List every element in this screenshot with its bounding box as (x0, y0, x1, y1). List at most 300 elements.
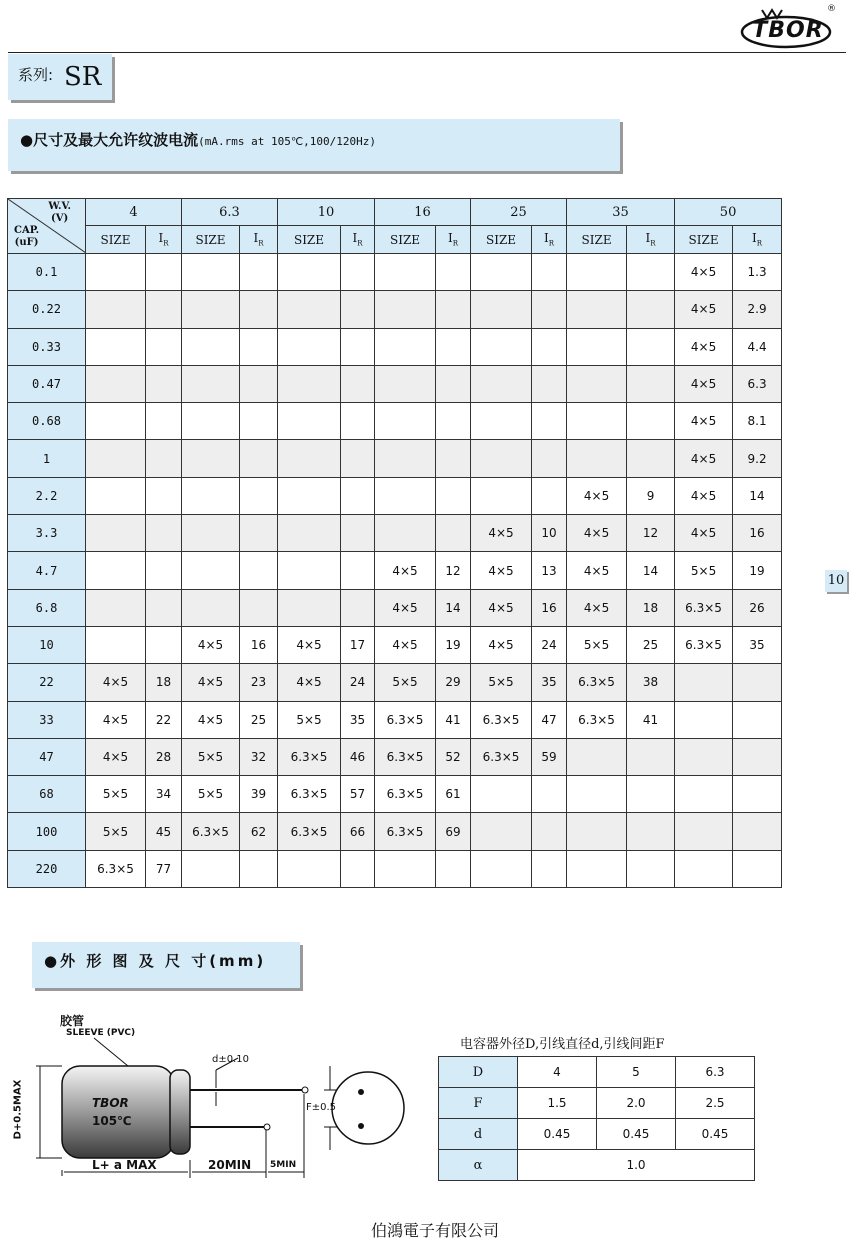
ripple-cell: 24 (532, 626, 567, 663)
dimension-row (439, 1057, 755, 1088)
size-cell: 6.3×5 (375, 701, 436, 738)
size-cell: 6.3×5 (182, 813, 240, 850)
ripple-cell (240, 403, 278, 440)
table-row (8, 552, 782, 589)
ripple-cell: 28 (146, 738, 182, 775)
size-cell (278, 403, 341, 440)
dimension-value: 0.45 (518, 1119, 597, 1150)
size-cell: 4×5 (471, 552, 532, 589)
logo-text: TBOR (752, 18, 824, 43)
ripple-cell (627, 291, 675, 328)
ripple-cell: 52 (436, 738, 471, 775)
ripple-cell (627, 328, 675, 365)
series-label: 系列: (18, 66, 54, 84)
size-cell (182, 254, 240, 291)
size-header: SIZE (675, 226, 733, 254)
size-cell: 5×5 (86, 813, 146, 850)
size-header: SIZE (471, 226, 532, 254)
size-cell: 5×5 (675, 552, 733, 589)
size-header: SIZE (182, 226, 240, 254)
table-row (8, 477, 782, 514)
size-cell (567, 738, 627, 775)
company-footer: 伯鴻電子有限公司 (370, 1221, 499, 1240)
table-row (8, 291, 782, 328)
size-cell: 4×5 (86, 738, 146, 775)
size-cell (675, 813, 733, 850)
page-number: 10 (825, 570, 847, 592)
size-cell (471, 291, 532, 328)
ripple-cell (146, 254, 182, 291)
size-cell (278, 589, 341, 626)
size-cell (567, 291, 627, 328)
ripple-cell: 9 (627, 477, 675, 514)
size-cell (471, 440, 532, 477)
ripple-cell (627, 403, 675, 440)
dimension-label: D (439, 1057, 518, 1088)
size-cell (182, 552, 240, 589)
size-cell: 4×5 (471, 589, 532, 626)
ripple-cell: 19 (436, 626, 471, 663)
ripple-cell (733, 850, 782, 887)
size-cell (567, 850, 627, 887)
table-row (8, 440, 782, 477)
ripple-cell: 16 (240, 626, 278, 663)
size-cell (375, 850, 436, 887)
ripple-cell (627, 776, 675, 813)
size-cell (86, 254, 146, 291)
size-cell (86, 403, 146, 440)
dimension-label: F (439, 1088, 518, 1119)
size-cell (375, 291, 436, 328)
ripple-cell: 16 (532, 589, 567, 626)
ripple-cell: 35 (733, 626, 782, 663)
size-cell: 4×5 (86, 701, 146, 738)
capacitance-cell: 47 (8, 738, 86, 775)
ripple-cell (146, 626, 182, 663)
ripple-cell: 26 (733, 589, 782, 626)
ripple-cell (532, 328, 567, 365)
ripple-cell: 45 (146, 813, 182, 850)
size-cell: 4×5 (675, 477, 733, 514)
size-cell (182, 365, 240, 402)
ripple-cell (341, 291, 375, 328)
table-row (8, 589, 782, 626)
size-cell (375, 440, 436, 477)
size-cell (471, 254, 532, 291)
size-cell: 4×5 (567, 589, 627, 626)
section-outline-title: ●外 形 图 及 尺 寸(mm) (44, 952, 267, 970)
dimension-value: 5 (597, 1057, 676, 1088)
size-cell (375, 403, 436, 440)
voltage-header: 35 (567, 199, 675, 226)
ripple-cell (532, 850, 567, 887)
ripple-cell: 8.1 (733, 403, 782, 440)
ripple-cell: 46 (341, 738, 375, 775)
ripple-cell (436, 850, 471, 887)
size-cell (375, 477, 436, 514)
dimension-label: α (439, 1150, 518, 1181)
ripple-cell (240, 291, 278, 328)
ripple-cell: 35 (532, 664, 567, 701)
ripple-cell: 29 (436, 664, 471, 701)
voltage-header: 6.3 (182, 199, 278, 226)
size-cell: 4×5 (182, 626, 240, 663)
ripple-cell (341, 365, 375, 402)
ripple-cell: 32 (240, 738, 278, 775)
ripple-cell (532, 403, 567, 440)
table-row (8, 850, 782, 887)
body-diameter-label: D+0.5MAX (12, 1079, 24, 1140)
ripple-cell: 24 (341, 664, 375, 701)
size-cell (567, 813, 627, 850)
ripple-cell (146, 291, 182, 328)
size-cell (278, 254, 341, 291)
size-header: SIZE (375, 226, 436, 254)
ripple-cell (436, 515, 471, 552)
size-cell: 6.3×5 (471, 701, 532, 738)
ripple-cell: 69 (436, 813, 471, 850)
registered-mark: ® (827, 4, 836, 14)
ripple-cell (532, 291, 567, 328)
body-brand-label: TBOR (92, 1096, 129, 1110)
ripple-cell (436, 291, 471, 328)
ripple-cell (240, 477, 278, 514)
ripple-cell (436, 254, 471, 291)
size-cell (278, 477, 341, 514)
size-cell: 4×5 (675, 403, 733, 440)
size-cell: 6.3×5 (86, 850, 146, 887)
ripple-cell: 38 (627, 664, 675, 701)
size-cell: 4×5 (375, 626, 436, 663)
ripple-cell: 2.9 (733, 291, 782, 328)
dimension-caption: 电容器外径D,引线直径d,引线间距F (460, 1037, 665, 1052)
capacitance-cell: 10 (8, 626, 86, 663)
ripple-cell: 25 (240, 701, 278, 738)
ripple-cell: 23 (240, 664, 278, 701)
size-cell: 5×5 (86, 776, 146, 813)
ripple-cell: 66 (341, 813, 375, 850)
size-cell (471, 813, 532, 850)
section-ripple-subtitle: (mA.rms at 105℃,100/120Hz) (198, 135, 377, 148)
sleeve-label-cn: 胶管 (60, 1014, 85, 1028)
size-cell (182, 850, 240, 887)
ripple-cell (146, 477, 182, 514)
size-cell: 6.3×5 (567, 701, 627, 738)
body-temp-label: 105℃ (92, 1114, 132, 1128)
capacitance-cell: 0.68 (8, 403, 86, 440)
size-cell: 4×5 (675, 254, 733, 291)
ripple-cell: 12 (627, 515, 675, 552)
ripple-cell: 59 (532, 738, 567, 775)
capacitance-cell: 3.3 (8, 515, 86, 552)
size-cell: 5×5 (278, 701, 341, 738)
capacitance-cell: 6.8 (8, 589, 86, 626)
capacitance-cell: 68 (8, 776, 86, 813)
size-cell: 6.3×5 (375, 738, 436, 775)
size-cell: 4×5 (567, 477, 627, 514)
dimension-value: 2.5 (676, 1088, 755, 1119)
size-cell: 4×5 (675, 365, 733, 402)
size-cell (675, 701, 733, 738)
ripple-cell: 25 (627, 626, 675, 663)
size-cell (471, 776, 532, 813)
size-cell (567, 403, 627, 440)
size-cell (471, 365, 532, 402)
ripple-cell: 4.4 (733, 328, 782, 365)
ripple-cell (240, 515, 278, 552)
ir-header: $I_R$ (341, 226, 375, 254)
dimension-value: 1.0 (518, 1150, 755, 1181)
ripple-cell (436, 403, 471, 440)
series-value: SR (64, 62, 102, 92)
table-row (8, 813, 782, 850)
ripple-cell (532, 365, 567, 402)
size-cell (86, 477, 146, 514)
ripple-cell (436, 365, 471, 402)
ripple-cell: 61 (436, 776, 471, 813)
dimension-row (439, 1119, 755, 1150)
ripple-cell: 47 (532, 701, 567, 738)
ripple-cell (341, 589, 375, 626)
ripple-cell (341, 552, 375, 589)
size-cell: 5×5 (182, 738, 240, 775)
ripple-cell (240, 365, 278, 402)
size-cell (567, 440, 627, 477)
size-cell (86, 589, 146, 626)
ripple-cell: 41 (627, 701, 675, 738)
voltage-header: 10 (278, 199, 375, 226)
ripple-cell (341, 440, 375, 477)
table-row (8, 738, 782, 775)
size-header: SIZE (278, 226, 341, 254)
size-cell (471, 328, 532, 365)
ripple-cell (627, 254, 675, 291)
size-cell (675, 776, 733, 813)
ripple-cell (532, 254, 567, 291)
ir-header: $I_R$ (240, 226, 278, 254)
size-cell (375, 328, 436, 365)
ripple-cell (733, 738, 782, 775)
ripple-cell (240, 440, 278, 477)
size-cell: 4×5 (375, 589, 436, 626)
ripple-cell: 18 (146, 664, 182, 701)
capacitance-cell: 0.47 (8, 365, 86, 402)
dimension-table (438, 1056, 755, 1181)
lead-tip-label: 5MIN (270, 1160, 297, 1170)
size-cell (86, 440, 146, 477)
ripple-cell (240, 850, 278, 887)
ripple-cell (341, 850, 375, 887)
size-cell (375, 254, 436, 291)
ripple-cell: 19 (733, 552, 782, 589)
ripple-cell (436, 477, 471, 514)
ripple-cell: 57 (341, 776, 375, 813)
ir-header: $I_R$ (146, 226, 182, 254)
section-outline-header (32, 942, 300, 988)
ripple-cell (240, 552, 278, 589)
ripple-cell: 22 (146, 701, 182, 738)
size-cell: 6.3×5 (375, 813, 436, 850)
ir-header: $I_R$ (436, 226, 471, 254)
size-cell (182, 328, 240, 365)
size-cell (567, 776, 627, 813)
size-cell: 4×5 (278, 664, 341, 701)
voltage-header: 16 (375, 199, 471, 226)
header-rule (8, 52, 846, 53)
capacitance-cell: 22 (8, 664, 86, 701)
ripple-cell: 12 (436, 552, 471, 589)
capacitance-cell: 100 (8, 813, 86, 850)
ripple-cell (436, 440, 471, 477)
size-cell: 4×5 (86, 664, 146, 701)
capacitance-cell: 0.33 (8, 328, 86, 365)
ripple-cell (532, 776, 567, 813)
ripple-cell (341, 515, 375, 552)
brand-logo (740, 4, 836, 50)
size-cell (182, 291, 240, 328)
ir-header: $I_R$ (532, 226, 567, 254)
ripple-cell (240, 589, 278, 626)
ripple-cell: 1.3 (733, 254, 782, 291)
size-cell (471, 850, 532, 887)
capacitance-cell: 33 (8, 701, 86, 738)
size-cell (278, 515, 341, 552)
section-ripple-header (8, 119, 620, 171)
table-row (8, 626, 782, 663)
sleeve-label-en: SLEEVE (PVC) (66, 1028, 136, 1038)
size-cell (182, 440, 240, 477)
ripple-cell (146, 403, 182, 440)
size-cell: 4×5 (182, 701, 240, 738)
ripple-cell (341, 254, 375, 291)
size-cell (278, 850, 341, 887)
ripple-cell: 17 (341, 626, 375, 663)
size-cell (86, 328, 146, 365)
size-cell (375, 365, 436, 402)
section-ripple-title: ●尺寸及最大允许纹波电流(mA.rms at 105℃,100/120Hz) (20, 131, 377, 149)
table-row (8, 664, 782, 701)
table-row (8, 701, 782, 738)
size-cell (278, 328, 341, 365)
ripple-cell (627, 738, 675, 775)
ripple-cell (146, 589, 182, 626)
dimension-label: d (439, 1119, 518, 1150)
size-cell (567, 328, 627, 365)
dimension-row (439, 1088, 755, 1119)
size-cell (675, 738, 733, 775)
dimension-value: 4 (518, 1057, 597, 1088)
lead-diameter-label: d±0.10 (212, 1054, 249, 1065)
size-cell (375, 515, 436, 552)
column-header-row (8, 226, 782, 254)
ripple-cell (436, 328, 471, 365)
size-cell (278, 365, 341, 402)
ir-header: $I_R$ (627, 226, 675, 254)
ripple-cell (532, 440, 567, 477)
ripple-cell: 14 (733, 477, 782, 514)
ripple-cell (733, 664, 782, 701)
ripple-cell: 16 (733, 515, 782, 552)
body-length-label: L+ a MAX (92, 1158, 157, 1172)
ripple-current-table (7, 198, 782, 888)
table-corner (8, 199, 86, 254)
ripple-cell (627, 440, 675, 477)
size-cell: 6.3×5 (675, 626, 733, 663)
dimension-value: 0.45 (676, 1119, 755, 1150)
ripple-cell (733, 776, 782, 813)
ripple-cell: 62 (240, 813, 278, 850)
ripple-cell: 10 (532, 515, 567, 552)
table-row (8, 776, 782, 813)
dimension-row (439, 1150, 755, 1181)
capacitance-cell: 0.1 (8, 254, 86, 291)
ir-header: $I_R$ (733, 226, 782, 254)
dimension-value: 6.3 (676, 1057, 755, 1088)
bullet-icon: ● (20, 131, 34, 149)
size-cell: 4×5 (471, 515, 532, 552)
size-cell (182, 589, 240, 626)
size-cell (86, 291, 146, 328)
ripple-cell: 34 (146, 776, 182, 813)
ripple-cell: 41 (436, 701, 471, 738)
size-cell (471, 403, 532, 440)
size-cell: 4×5 (567, 515, 627, 552)
ripple-cell: 14 (436, 589, 471, 626)
ripple-cell (240, 254, 278, 291)
ripple-cell (146, 440, 182, 477)
capacitance-cell: 220 (8, 850, 86, 887)
size-cell: 4×5 (182, 664, 240, 701)
ripple-cell (146, 365, 182, 402)
ripple-cell: 77 (146, 850, 182, 887)
ripple-cell: 39 (240, 776, 278, 813)
pitch-label: F±0.5 (306, 1102, 337, 1113)
size-cell: 6.3×5 (278, 813, 341, 850)
ripple-cell (146, 552, 182, 589)
table-row (8, 328, 782, 365)
size-cell: 6.3×5 (278, 776, 341, 813)
size-cell (86, 365, 146, 402)
table-row (8, 254, 782, 291)
size-cell (86, 552, 146, 589)
ripple-cell: 6.3 (733, 365, 782, 402)
ripple-cell (627, 813, 675, 850)
size-cell: 5×5 (567, 626, 627, 663)
ripple-cell: 13 (532, 552, 567, 589)
voltage-header: 25 (471, 199, 567, 226)
size-cell (182, 477, 240, 514)
voltage-header: 50 (675, 199, 782, 226)
size-cell: 4×5 (675, 515, 733, 552)
corner-wv-label: W.V. (V) (48, 201, 71, 224)
size-cell: 6.3×5 (675, 589, 733, 626)
ripple-cell: 35 (341, 701, 375, 738)
ripple-cell: 9.2 (733, 440, 782, 477)
ripple-cell (341, 328, 375, 365)
dimension-value: 1.5 (518, 1088, 597, 1119)
size-cell: 4×5 (675, 328, 733, 365)
ripple-cell (341, 477, 375, 514)
size-cell: 5×5 (471, 664, 532, 701)
size-cell: 4×5 (675, 440, 733, 477)
bullet-icon: ● (44, 952, 61, 970)
ripple-cell (532, 813, 567, 850)
ripple-cell: 14 (627, 552, 675, 589)
size-cell (86, 515, 146, 552)
size-cell: 5×5 (182, 776, 240, 813)
size-header: SIZE (567, 226, 627, 254)
table-row (8, 515, 782, 552)
